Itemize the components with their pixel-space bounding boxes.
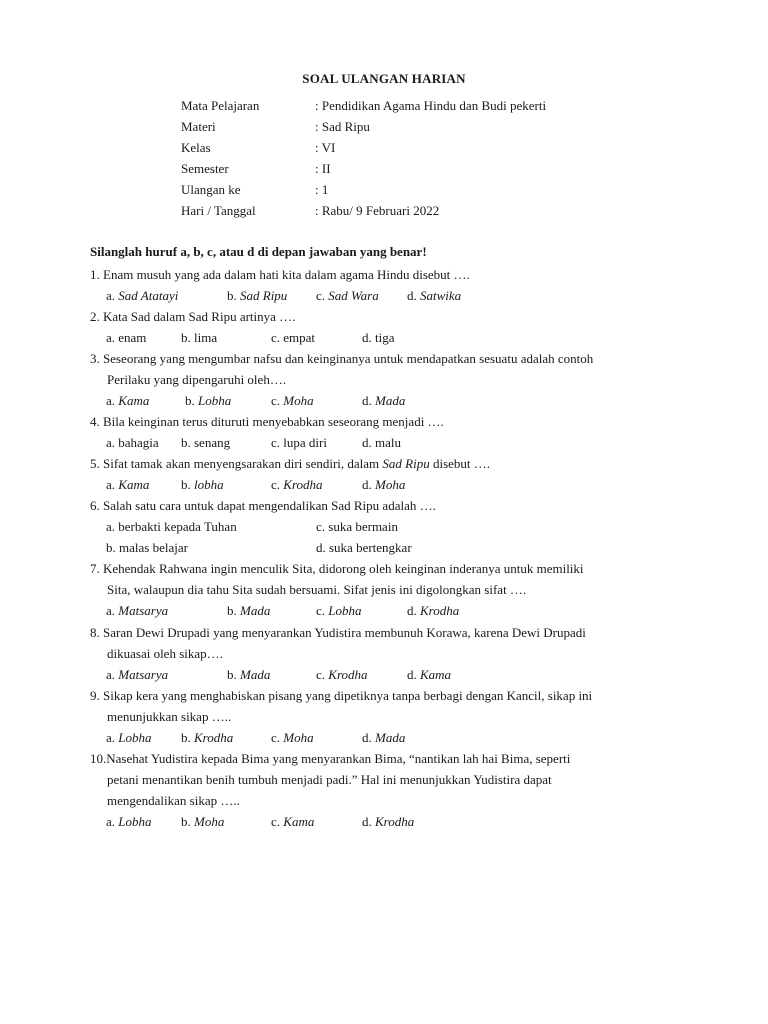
text-segment: b. (181, 477, 194, 492)
italic-term: Krodha (194, 730, 234, 745)
answer-option[interactable] (106, 537, 188, 558)
info-value: : Pendidikan Agama Hindu dan Budi pekerti (315, 98, 547, 113)
italic-term: Mada (240, 667, 271, 682)
answer-option[interactable] (227, 664, 270, 685)
answer-option[interactable] (106, 390, 149, 411)
italic-term: Kama (420, 667, 452, 682)
answer-option[interactable] (227, 285, 287, 306)
answer-option[interactable] (106, 327, 146, 348)
answer-option[interactable] (271, 811, 314, 832)
answer-option[interactable] (316, 664, 368, 685)
question-text (90, 685, 592, 706)
info-value: : II (315, 161, 331, 176)
info-label: Kelas (181, 140, 211, 155)
text-segment: 8. Saran Dewi Drupadi yang menyarankan Yudistira membunuh Korawa, karena Dewi Drupadi (90, 625, 586, 640)
answer-option[interactable] (316, 285, 379, 306)
answer-option[interactable] (362, 327, 395, 348)
italic-term: Matsarya (118, 667, 169, 682)
text-segment: 5. Sifat tamak akan menyengsarakan diri sendiri, dalam (90, 456, 383, 471)
question-text (90, 748, 570, 769)
italic-term: Moha (375, 477, 406, 492)
italic-term: Sad Ripu (382, 456, 430, 471)
text-segment: b. (181, 730, 194, 745)
question-text-continued (107, 790, 240, 811)
text-segment: b. (181, 814, 194, 829)
answer-option[interactable] (316, 516, 398, 537)
answer-option[interactable] (106, 664, 168, 685)
text-segment: d. suka bertengkar (316, 540, 412, 555)
answer-option[interactable] (181, 811, 224, 832)
question-text (90, 622, 586, 643)
answer-option[interactable] (271, 474, 323, 495)
text-segment: 3. Seseorang yang mengumbar nafsu dan keinginanya untuk mendapatkan sesuatu adalah contoh (90, 351, 594, 366)
text-segment: b. senang (181, 435, 231, 450)
italic-term: Kama (118, 393, 150, 408)
text-segment: a. bahagia (106, 435, 159, 450)
text-segment: Sita, walaupun dia tahu Sita sudah bersuami. Sifat jenis ini digolongkan sifat …. (107, 582, 527, 597)
text-segment: d. (407, 603, 420, 618)
answer-option[interactable] (181, 432, 230, 453)
document-title: SOAL ULANGAN HARIAN (302, 71, 466, 86)
text-segment: b. (227, 667, 240, 682)
text-segment: mengendalikan sikap ….. (107, 793, 240, 808)
question-text-continued (107, 769, 552, 790)
text-segment: c. empat (271, 330, 316, 345)
text-segment: a. (106, 393, 119, 408)
italic-term: Kama (283, 814, 315, 829)
text-segment: d. tiga (362, 330, 395, 345)
italic-term: Krodha (283, 477, 323, 492)
info-value: : 1 (315, 182, 329, 197)
answer-option[interactable] (362, 727, 405, 748)
text-segment: d. (362, 730, 375, 745)
text-segment: Perilaku yang dipengaruhi oleh…. (107, 372, 287, 387)
text-segment: d. (362, 477, 375, 492)
text-segment: dikuasai oleh sikap…. (107, 646, 223, 661)
text-segment: 1. Enam musuh yang ada dalam hati kita dalam agama Hindu disebut …. (90, 267, 470, 282)
italic-term: Sad Atatayi (118, 288, 179, 303)
text-segment: a. (106, 814, 119, 829)
italic-term: lobha (194, 477, 224, 492)
text-segment: a. (106, 730, 119, 745)
answer-option[interactable] (271, 390, 314, 411)
italic-term: Mada (375, 730, 406, 745)
italic-term: Matsarya (118, 603, 169, 618)
answer-option[interactable] (362, 432, 401, 453)
text-segment: a. (106, 477, 119, 492)
answer-option[interactable] (181, 727, 233, 748)
italic-term: Moha (194, 814, 225, 829)
info-label: Hari / Tanggal (181, 203, 256, 218)
text-segment: 10.Nasehat Yudistira kepada Bima yang menyarankan Bima, “nantikan lah hai Bima, seperti (90, 751, 571, 766)
info-value: : Rabu/ 9 Februari 2022 (315, 203, 440, 218)
italic-term: Krodha (420, 603, 460, 618)
question-text-continued (107, 706, 231, 727)
italic-term: Sad Wara (328, 288, 379, 303)
question-text (90, 264, 470, 285)
text-segment: 7. Kehendak Rahwana ingin menculik Sita, didorong oleh keinginan inderanya untuk memiliki (90, 561, 584, 576)
text-segment: c. (316, 288, 329, 303)
text-segment: a. (106, 288, 119, 303)
question-text (90, 348, 593, 369)
question-text (90, 411, 444, 432)
text-segment: a. enam (106, 330, 147, 345)
answer-option[interactable] (316, 537, 412, 558)
question-text-continued (107, 579, 526, 600)
answer-option[interactable] (185, 390, 231, 411)
text-segment: a. (106, 603, 119, 618)
text-segment: petani menantikan benih tumbuh menjadi padi.” Hal ini menunjukkan Yudistira dapat (107, 772, 552, 787)
text-segment: d. malu (362, 435, 401, 450)
text-segment: disebut …. (429, 456, 491, 471)
instruction-text: Silanglah huruf a, b, c, atau d di depan jawaban yang benar! (90, 244, 427, 259)
answer-option[interactable] (181, 474, 224, 495)
info-label: Ulangan ke (181, 182, 241, 197)
info-label: Materi (181, 119, 216, 134)
italic-term: Moha (283, 393, 314, 408)
question-text (90, 306, 295, 327)
question-text-continued (107, 643, 223, 664)
info-value: : Sad Ripu (315, 119, 370, 134)
text-segment: d. (407, 667, 420, 682)
answer-option[interactable] (271, 727, 314, 748)
italic-term: Moha (283, 730, 314, 745)
text-segment: d. (407, 288, 420, 303)
text-segment: 9. Sikap kera yang menghabiskan pisang yang dipetiknya tanpa berbagi dengan Kancil, sikap ini (90, 688, 593, 703)
text-segment: c. (316, 603, 329, 618)
answer-option[interactable] (271, 327, 315, 348)
italic-term: Lobha (118, 814, 152, 829)
italic-term: Krodha (328, 667, 368, 682)
answer-option[interactable] (362, 474, 405, 495)
italic-term: Satwika (420, 288, 462, 303)
answer-option[interactable] (362, 390, 405, 411)
text-segment: b. (185, 393, 198, 408)
italic-term: Sad Ripu (240, 288, 288, 303)
italic-term: Krodha (375, 814, 415, 829)
text-segment: d. (362, 814, 375, 829)
text-segment: c. lupa diri (271, 435, 327, 450)
text-segment: d. (362, 393, 375, 408)
question-text (90, 495, 436, 516)
italic-term: Lobha (328, 603, 362, 618)
text-segment: a. (106, 667, 119, 682)
answer-option[interactable] (106, 600, 168, 621)
answer-option[interactable] (106, 285, 178, 306)
text-segment: c. (271, 730, 284, 745)
answer-option[interactable] (407, 285, 461, 306)
answer-option[interactable] (106, 474, 149, 495)
answer-option[interactable] (407, 664, 451, 685)
text-segment: b. (227, 288, 240, 303)
question-text (90, 453, 490, 474)
answer-option[interactable] (407, 600, 459, 621)
text-segment: c. (271, 814, 284, 829)
question-text (90, 558, 584, 579)
text-segment: 4. Bila keinginan terus dituruti menyebabkan seseorang menjadi …. (90, 414, 444, 429)
answer-option[interactable] (106, 811, 152, 832)
text-segment: c. (271, 393, 284, 408)
italic-term: Kama (118, 477, 150, 492)
italic-term: Mada (375, 393, 406, 408)
answer-option[interactable] (316, 600, 362, 621)
italic-term: Mada (240, 603, 271, 618)
text-segment: b. lima (181, 330, 218, 345)
answer-option[interactable] (106, 432, 159, 453)
text-segment: c. (271, 477, 284, 492)
text-segment: c. suka bermain (316, 519, 398, 534)
italic-term: Lobha (198, 393, 232, 408)
answer-option[interactable] (106, 727, 152, 748)
answer-option[interactable] (362, 811, 414, 832)
answer-option[interactable] (227, 600, 270, 621)
text-segment: 2. Kata Sad dalam Sad Ripu artinya …. (90, 309, 296, 324)
info-value: : VI (315, 140, 336, 155)
answer-option[interactable] (181, 327, 217, 348)
text-segment: 6. Salah satu cara untuk dapat mengendalikan Sad Ripu adalah …. (90, 498, 436, 513)
text-segment: a. berbakti kepada Tuhan (106, 519, 237, 534)
answer-option[interactable] (271, 432, 327, 453)
text-segment: c. (316, 667, 329, 682)
text-segment: b. malas belajar (106, 540, 188, 555)
info-label: Mata Pelajaran (181, 98, 260, 113)
text-segment: menunjukkan sikap ….. (107, 709, 232, 724)
text-segment: b. (227, 603, 240, 618)
question-text-continued (107, 369, 286, 390)
answer-option[interactable] (106, 516, 237, 537)
italic-term: Lobha (118, 730, 152, 745)
info-label: Semester (181, 161, 229, 176)
